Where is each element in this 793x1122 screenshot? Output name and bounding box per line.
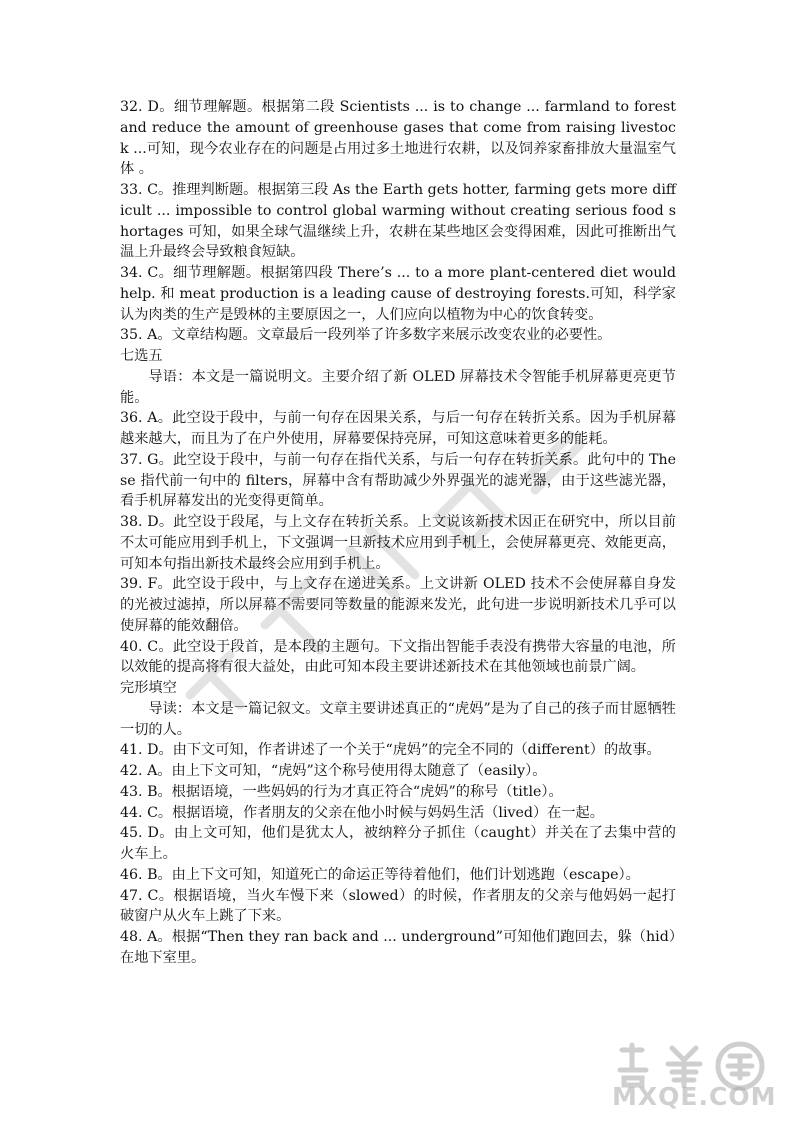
answer-40: 40. C。此空设于段首，是本段的主题句。下文指出智能手表没有携带大容量的电池，所以效能的提高将有很大益处，由此可知本段主要讲述新技术在其他领域也前景广阔。	[120, 638, 676, 676]
answer-44: 44. C。根据语境，作者朋友的父亲在他小时候与妈妈生活（lived）在一起。	[120, 804, 604, 821]
answer-41: 41. D。由下文可知，作者讲述了一个关于“虎妈”的完全不同的（different）的故事。	[120, 742, 661, 759]
answer-46: 46. B。由上下文可知，知道死亡的命运正等待着他们，他们计划逃跑（escape）。	[120, 866, 640, 883]
answer-explanation-text	[120, 97, 676, 969]
section-intro-seven-choose-five: 导语：本文是一篇说明文。主要介绍了新 OLED 屏幕技术令智能手机屏幕更亮更节能。	[120, 368, 676, 406]
watermark-url: MXQE.COM	[612, 1082, 777, 1111]
answer-32: 32. D。细节理解题。根据第二段 Scientists ... is to change ... farmland to forest and reduce the amount of greenhouse gases that come from raising livestock ...可知，现今农业存在的问题是占用过多土地进行农耕，以及饲养家畜排放大量温室气体 。	[120, 99, 676, 178]
answer-48: 48. A。根据“Then they ran back and ... underground”可知他们跑回去，躲（hid）在地下室里。	[120, 929, 676, 966]
answer-35: 35. A。文章结构题。文章最后一段列举了许多数字来展示改变农业的必要性。	[120, 327, 612, 344]
section-heading-seven-choose-five: 七选五	[120, 348, 163, 364]
section-heading-cloze: 完形填空	[120, 680, 177, 696]
answer-43: 43. B。根据语境，一些妈妈的行为才真正符合“虎妈”的称号（title）。	[120, 783, 563, 800]
answer-33: 33. C。推理判断题。根据第三段 As the Earth gets hotter, farming gets more difficult ... impossible to control global warming without creating serious food shortages 可知，如果全球气温继续上升，农耕在某些地区会变得困难，因此可推断出气温上升最终会导致粮食短缺。	[120, 182, 676, 261]
answer-42: 42. A。由上下文可知，“虎妈”这个称号使用得太随意了（easily）。	[120, 763, 547, 779]
answer-36: 36. A。此空设于段中，与前一句存在因果关系，与后一句存在转折关系。因为手机屏幕越来越大，而且为了在户外使用，屏幕要保持亮屏，可知这意味着更多的能耗。	[120, 410, 676, 447]
section-intro-cloze: 导读：本文是一篇记叙文。文章主要讲述真正的“虎妈”是为了自己的孩子而甘愿牺牲一切的人。	[120, 700, 676, 738]
answer-37: 37. G。此空设于段中，与前一句存在指代关系，与后一句存在转折关系。此句中的 These 指代前一句中的 filters，屏幕中含有帮助减少外界强光的滤光器，由于这些滤光器，看手机屏幕发出的光变得更简单。	[120, 451, 676, 510]
answer-47: 47. C。根据语境，当火车慢下来（slowed）的时候，作者朋友的父亲与他妈妈一起打破窗户从火车上跳了下来。	[120, 887, 676, 925]
answer-45: 45. D。由上文可知，他们是犹太人，被纳粹分子抓住（caught）并关在了去集中营的火车上。	[120, 825, 676, 862]
answer-34: 34. C。细节理解题。根据第四段 There’s ... to a more plant-centered diet would help. 和 meat production is a leading cause of destroying forests.可知，科学家认为肉类的生产是毁林的主要原因之一，人们应向以植物为中心的饮食转变。	[120, 265, 676, 323]
answer-38: 38. D。此空设于段尾，与上文存在转折关系。上文说该新技术因正在研究中，所以目前不太可能应用到手机上，下文强调一旦新技术应用到手机上，会使屏幕更亮、效能更高，可知本句指出新技术最终会应用到手机上。	[120, 514, 676, 572]
answer-39: 39. F。此空设于段中，与上文存在递进关系。上文讲新 OLED 技术不会使屏幕自身发的光被过滤掉，所以屏幕不需要同等数量的能源来发光，此句进一步说明新技术几乎可以使屏幕的能效翻倍。	[120, 576, 676, 634]
